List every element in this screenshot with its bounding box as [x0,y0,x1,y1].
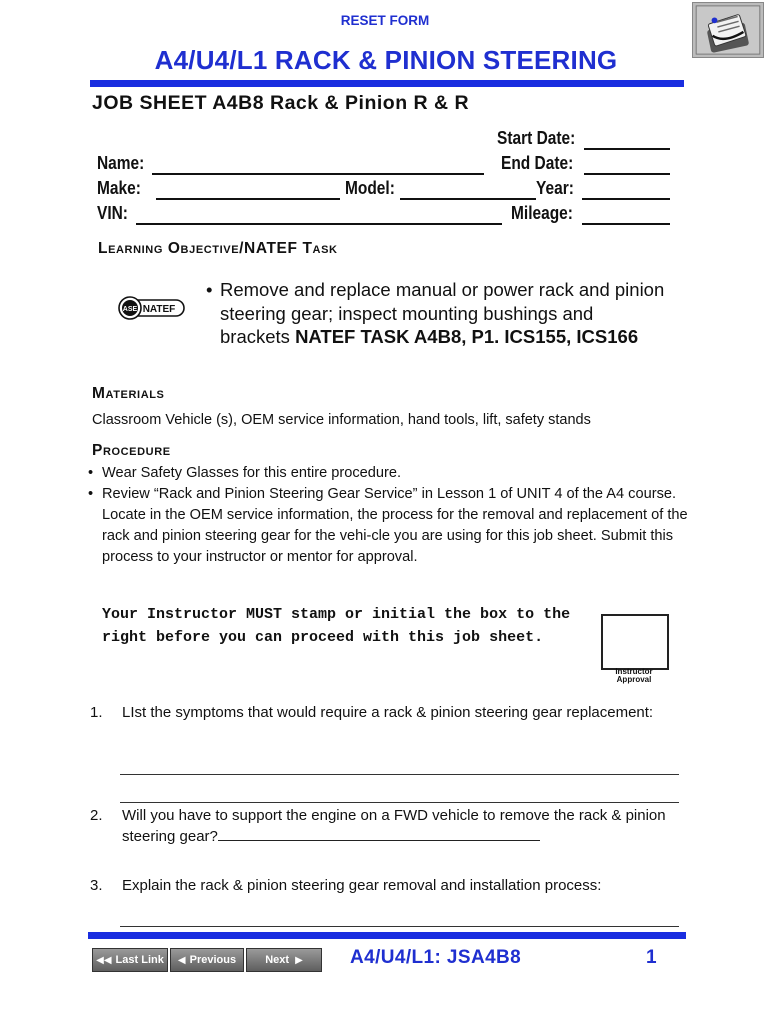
job-sheet-subtitle: JOB SHEET A4B8 Rack & Pinion R & R [92,92,470,114]
page-number: 1 [646,947,657,968]
year-label: Year: [536,178,574,198]
instructor-approval-box[interactable] [601,614,669,670]
svg-text:NATEF: NATEF [142,304,176,315]
title-divider [90,80,684,87]
objective-bullet: • [206,279,213,300]
answer-blank[interactable] [218,826,540,841]
instructor-approval-label: Instructor Approval [615,667,653,684]
previous-button[interactable]: ◀ Previous [170,948,244,972]
start-date-field[interactable] [584,130,670,150]
next-button[interactable]: Next ▶ [246,948,322,972]
footer-code: A4/U4/L1: JSA4B8 [350,947,522,968]
notebook-icon[interactable] [692,2,764,58]
vin-field[interactable] [136,205,502,225]
name-label: Name: [97,153,145,173]
objective-text [206,278,666,349]
procedure-heading: Procedure [92,442,171,459]
reset-form-button[interactable]: RESET FORM [340,13,430,28]
last-link-button[interactable]: ◀◀ Last Link [92,948,168,972]
question-2: 2. Will you have to support the engine on a FWD vehicle to remove the rack & pinion steering gear? [90,807,666,845]
name-field[interactable] [152,155,484,175]
page-title: A4/U4/L1 RACK & PINION STEERING [154,45,618,75]
make-label: Make: [97,178,141,198]
procedure-list [88,463,688,568]
natef-task-reference: NATEF TASK A4B8, P1. ICS155, ICS166 [295,326,639,347]
end-date-label: End Date: [501,153,574,173]
svg-text:ASE: ASE [122,306,138,313]
list-item: • Wear Safety Glasses for this entire procedure. [88,465,402,481]
make-field[interactable] [156,180,340,200]
footer-divider [88,932,686,939]
answer-line[interactable] [120,802,679,803]
mileage-label: Mileage: [511,203,573,223]
materials-heading: Materials [92,385,165,402]
end-date-field[interactable] [584,155,670,175]
model-label: Model: [345,178,395,198]
natef-logo [112,292,188,326]
vin-label: VIN: [97,203,128,223]
chevron-left-icon: ◀ [177,954,186,966]
question-1: 1. LIst the symptoms that would require a rack & pinion steering gear replacement: [90,704,654,721]
learning-objective-heading: Learning Objective/NATEF Task [98,240,338,257]
chevron-right-icon: ▶ [295,954,303,966]
double-chevron-left-icon: ◀◀ [96,954,112,966]
list-item: • Review “Rack and Pinion Steering Gear Service” in Lesson 1 of UNIT 4 of the A4 course. Locate in the OEM service information, the process for the removal and replacement of the rack and pinion steering gear for the vehi-cle you are using for this job sheet. Submit this process to your instructor or mentor for approval. [88,486,688,565]
materials-text: Classroom Vehicle (s), OEM service information, hand tools, lift, safety stands [92,412,591,428]
question-3: 3. Explain the rack & pinion steering gear removal and installation process: [90,877,602,894]
mileage-field[interactable] [582,205,670,225]
instructor-note: Your Instructor MUST stamp or initial the box to the right before you can proceed with this job sheet. [102,606,571,646]
objective-task-description: Remove and replace manual or power rack and pinion steering gear; inspect mounting bushings and brackets [220,279,665,347]
model-field[interactable] [400,180,536,200]
start-date-label: Start Date: [497,128,576,148]
answer-line[interactable] [120,774,679,775]
year-field[interactable] [582,180,670,200]
answer-line[interactable] [120,926,679,927]
